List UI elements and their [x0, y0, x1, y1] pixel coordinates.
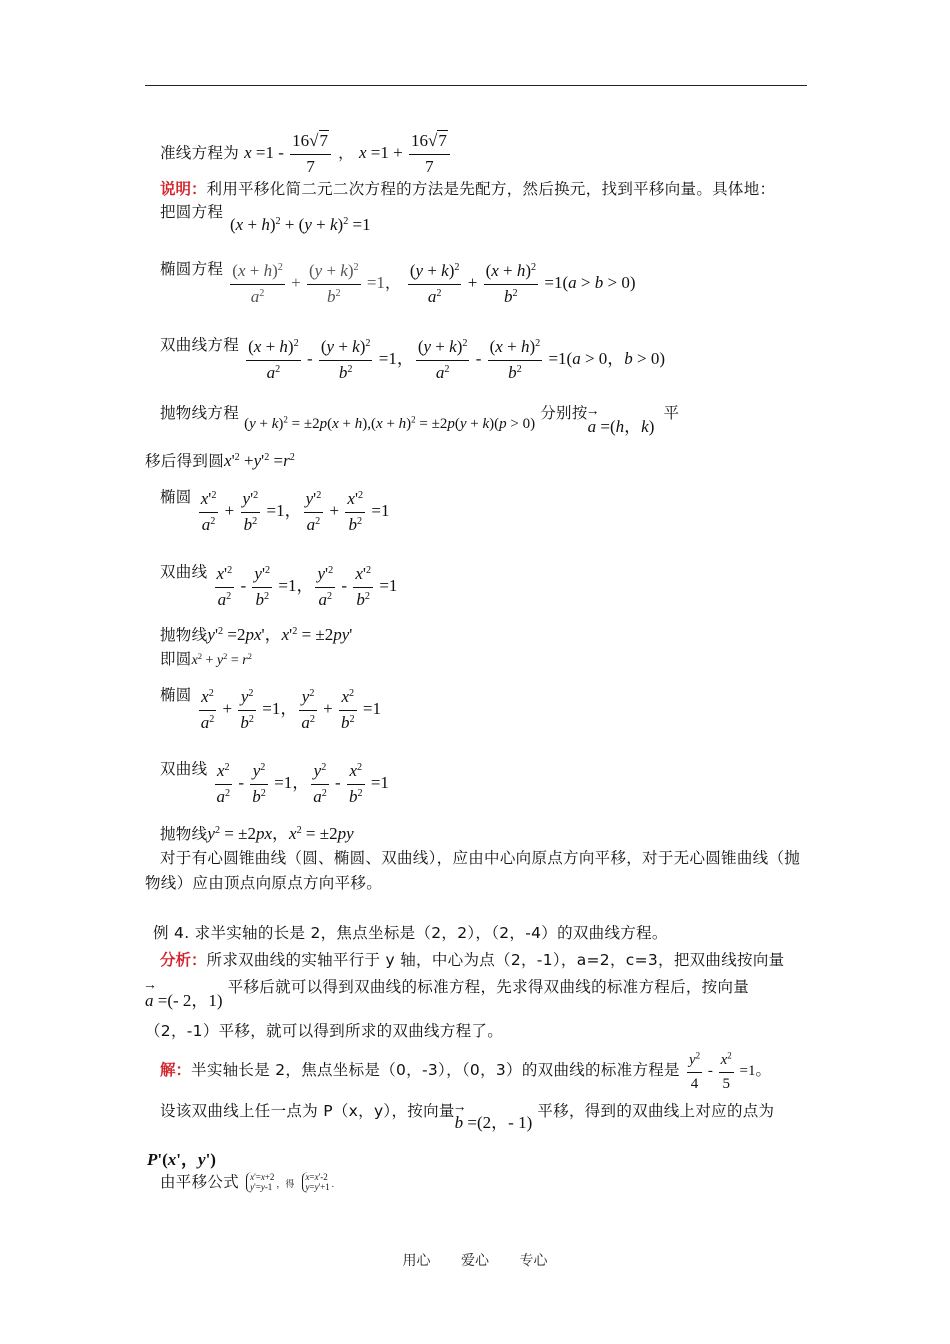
translated-parabola: 抛物线$y'^2 =2px'$，$x'^2 = \pm 2py'$ [160, 625, 353, 644]
directrix-line: 准线方程为 x =1 - $\frac{16√7}{7}$ ， x =1 + $\frac{16√7}{7}$ [160, 132, 452, 176]
after-translate-line: 移后得到圆$x'^2 +y'^2 =r^2$ [145, 451, 295, 470]
parabola-line: 抛物线方程 $(y + k)^2 = \pm 2p(x + h),(x + h)^2 = \pm 2p(y + k)(p > 0)$ 分别按→ a =(h，k) 平 [160, 404, 679, 422]
circle-equation: $(x + h)^2 + (y + k)^2 =1$ [230, 215, 371, 234]
note-label: 说明： [160, 180, 207, 198]
point-p-prime: P'(x'，y') [147, 1150, 216, 1169]
directrix-label: 准线方程为 [160, 144, 240, 163]
analysis-line: 分析：所求双曲线的实轴平行于 y 轴，中心为点（2，-1），a=2，c=3，把双曲线按向量 [160, 951, 785, 969]
example-title: 例 4. 求半实轴的长是 2，焦点坐标是（2，2），（2，-4）的双曲线方程。 [153, 924, 668, 942]
translated-hyperbola: 双曲线 $\frac{x'^2}{a^2}$ - $\frac{y'^2}{b^2}$ =1， $\frac{y'^2}{a^2}$ - $\frac{x'^2}{b^2}$ =1 [160, 563, 398, 609]
standard-ellipse: 椭圆 $\frac{x^2}{a^2}$ + $\frac{y^2}{b^2}$ =1， $\frac{y^2}{a^2}$ + $\frac{x^2}{b^2}$ =1 [160, 686, 381, 732]
solution-line-2: 设该双曲线上任一点为 P（x，y），按向量→ b =(2，- 1) 平移，得到的双曲线上对应的点为 [160, 1102, 774, 1120]
note-text: 利用平移化简二元二次方程的方法是先配方，然后换元，找到平移向量。具体地： [206, 180, 776, 198]
analysis-line-3: （2，-1）平移，就可以得到所求的双曲线方程了。 [145, 1022, 504, 1040]
hyperbola-line: 双曲线方程 $\frac{(x + h)^2}{a^2}$ - $\frac{(y + k)^2}{b^2}$ =1， $\frac{(y + k)^2}{a^2}$ - $\frac{(x + h)^2}{b^2}$ =1(a > 0，b > 0) [160, 336, 666, 382]
note-line [160, 181, 775, 198]
conclusion-2: 物线）应由顶点向原点方向平移。 [145, 874, 383, 892]
standard-hyperbola: 双曲线 $\frac{x^2}{a^2}$ - $\frac{y^2}{b^2}$ =1， $\frac{y^2}{a^2}$ - $\frac{x^2}{b^2}$ =1 [160, 760, 389, 806]
solution-line: 解：半实轴长是 2，焦点坐标是（0，-3），（0，3）的双曲线的标准方程是 $\frac{y^2}{4}$ - $\frac{x^2}{5}$ =1。 [160, 1050, 772, 1092]
circle-line: 把圆方程 [160, 203, 224, 221]
translated-ellipse: 椭圆 $\frac{x'^2}{a^2}$ + $\frac{y'^2}{b^2}$ =1， $\frac{y'^2}{a^2}$ + $\frac{x'^2}{b^2}$ =1 [160, 488, 390, 534]
footer: 用心 爱心 专心 [402, 1253, 548, 1269]
ji-circle-line: 即圆$x^2 + y^2 = r^2$ [160, 650, 252, 668]
conclusion-1: 对于有心圆锥曲线（圆、椭圆、双曲线），应由中心向原点方向平移，对于无心圆锥曲线（抛 [160, 849, 801, 867]
formula-line: 由平移公式 x'=x+2 y'=y-1 ，得 x=x'-2 y=y'+1 . [160, 1172, 335, 1193]
analysis-line-2: → a =(- 2，1) 平移后就可以得到双曲线的标准方程，先求得双曲线的标准方程后，按向量 [145, 978, 749, 996]
ellipse-line: 椭圆方程 $\frac{(x + h)^2}{a^2}$ + $\frac{(y + k)^2}{b^2}$ =1， $\frac{(y + k)^2}{a^2}$ + $\frac{(x + h)^2}{b^2}$ =1(a > b > 0) [160, 260, 636, 306]
header-rule [145, 85, 807, 86]
standard-parabola: 抛物线$y^2 = \pm 2px$，$x^2 = \pm 2py$ [160, 824, 354, 843]
